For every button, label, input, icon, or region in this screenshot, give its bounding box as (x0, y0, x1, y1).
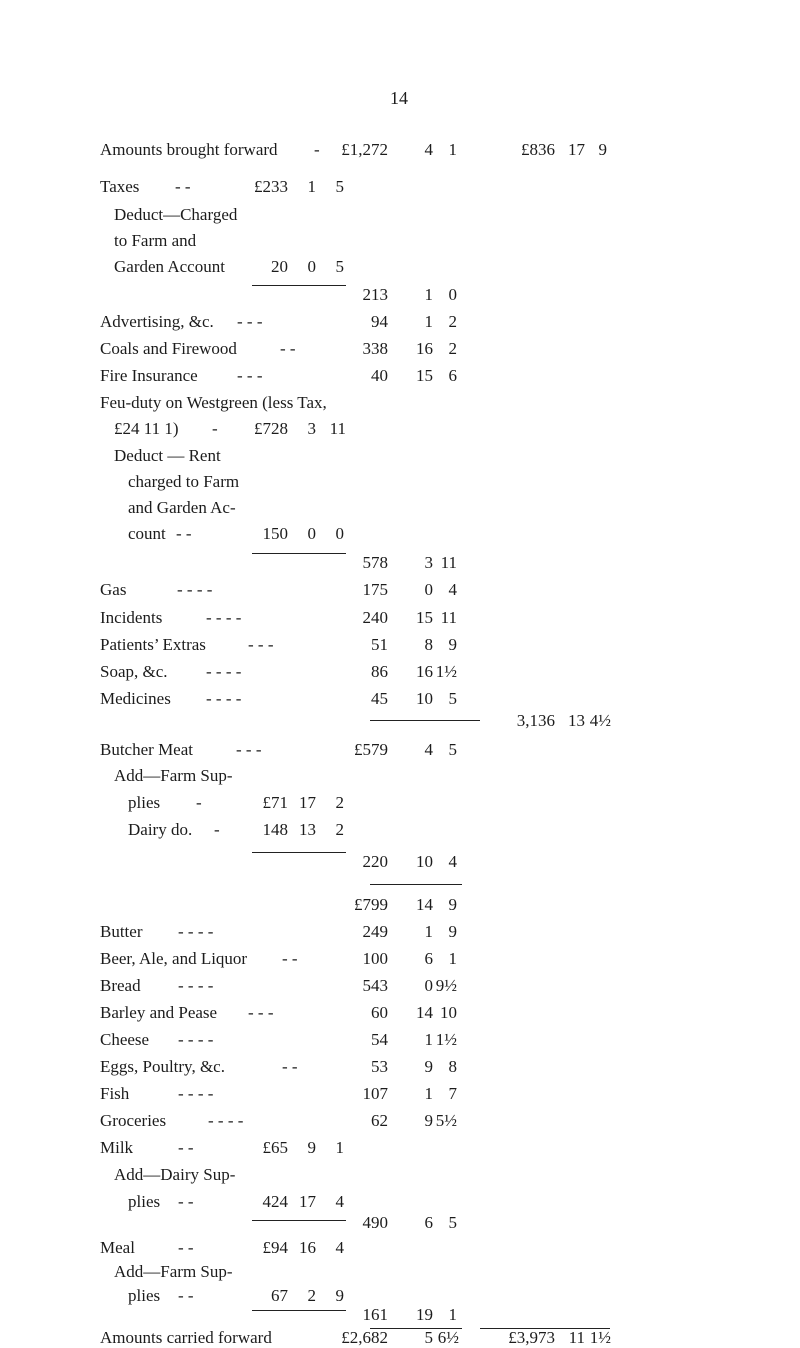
amount-pence: 6 (448, 366, 457, 385)
amount-shillings: 9 (424, 1057, 433, 1076)
amount-pence: 5 (335, 177, 344, 196)
item-label: Butter (100, 922, 143, 941)
amount-shillings: 1 (424, 1030, 433, 1049)
amount-shillings: 17 (568, 140, 585, 159)
amount-shillings: 0 (307, 257, 316, 276)
amount-pounds: £1,272 (341, 140, 388, 159)
deduct-line: and Garden Ac- (128, 498, 236, 517)
amount-pence: 5 (448, 1213, 457, 1232)
amount-pence: 0 (335, 524, 344, 543)
amount-pounds: 220 (362, 852, 388, 871)
amount-pence: 4 (448, 580, 457, 599)
amount-pence: 1 (448, 140, 457, 159)
leader-dashes: - - - - (178, 976, 214, 995)
dairy-label: Dairy do. (128, 820, 193, 839)
amount-pounds: 490 (362, 1213, 388, 1232)
amount-pounds: 20 (271, 257, 288, 276)
amount-shillings: 16 (299, 1238, 316, 1257)
leader-dashes: - - - - (177, 580, 213, 599)
amount-shillings: 15 (416, 366, 433, 385)
amount-pence: 8 (448, 1057, 457, 1076)
amount-shillings: 11 (568, 1328, 585, 1347)
amount-pounds: 175 (362, 580, 388, 599)
item-label: Medicines (100, 689, 171, 708)
amount-shillings: 3 (424, 553, 433, 572)
amount-pounds: 53 (371, 1057, 388, 1076)
amount-shillings: 14 (416, 1003, 433, 1022)
amount-pounds: 94 (371, 312, 388, 331)
amount-pence: 9½ (435, 976, 457, 995)
leader-dashes: - - - (248, 635, 274, 654)
amount-shillings: 1 (424, 285, 433, 304)
amount-pounds: 578 (362, 553, 388, 572)
leader-dashes: - - - (237, 366, 263, 385)
feu-duty-tax-note: £24 11 1) (114, 419, 179, 438)
amount-pence: 2 (335, 793, 344, 812)
item-label: Fish (100, 1084, 130, 1103)
leader-dashes: - - - (248, 1003, 274, 1022)
amount-shillings: 0 (424, 976, 433, 995)
amount-shillings: 16 (416, 339, 433, 358)
item-label: Barley and Pease (100, 1003, 218, 1022)
amount-pounds: 40 (371, 366, 388, 385)
amount-pence: 2 (448, 312, 457, 331)
leader-dashes: - - (175, 177, 191, 196)
amount-pence: 6½ (437, 1328, 459, 1347)
meal-label: Meal (100, 1238, 135, 1257)
amount-shillings: 16 (416, 662, 433, 681)
amount-shillings: 1 (424, 312, 433, 331)
amount-pence: 5 (335, 257, 344, 276)
leader-dashes: - - (178, 1238, 194, 1257)
leader-dashes: - - - (236, 740, 262, 759)
amount-pence: 9 (448, 922, 457, 941)
amount-pence: 7 (448, 1084, 457, 1103)
amount-pence: 1 (448, 1305, 457, 1324)
amount-shillings: 13 (568, 711, 585, 730)
amount-shillings: 17 (299, 793, 316, 812)
leader-dashes: - - (178, 1138, 194, 1157)
amount-pence: 9 (335, 1286, 344, 1305)
amount-pence: 4 (448, 852, 457, 871)
amount-pounds: 249 (362, 922, 388, 941)
amount-pounds: £94 (262, 1238, 288, 1257)
leader-dash: - (196, 793, 202, 812)
amount-shillings: 4 (424, 140, 433, 159)
amount-shillings: 19 (416, 1305, 433, 1324)
item-label: Beer, Ale, and Liquor (100, 949, 248, 968)
amount-pounds: £233 (254, 177, 288, 196)
feu-duty-label: Feu-duty on Westgreen (less Tax, (100, 393, 327, 412)
amount-pence: 2 (448, 339, 457, 358)
leader-dashes: - - (178, 1286, 194, 1305)
leader-dashes: - - - (237, 312, 263, 331)
item-label: Advertising, &c. (100, 312, 214, 331)
amount-shillings: 6 (424, 1213, 433, 1232)
leader-dashes: - - (282, 949, 298, 968)
amount-pence: 1½ (435, 1030, 457, 1049)
amount-pence: 1½ (435, 662, 457, 681)
amount-pence: 0 (448, 285, 457, 304)
amount-pounds: 67 (271, 1286, 288, 1305)
amount-pounds: £2,682 (341, 1328, 388, 1347)
amount-pence: 11 (440, 608, 457, 627)
amount-pounds: £3,973 (508, 1328, 555, 1347)
leader-dashes: - - (280, 339, 296, 358)
amount-pounds: 51 (371, 635, 388, 654)
leader-dashes: - - - - (206, 689, 242, 708)
leader-dashes: - - - - (208, 1111, 244, 1130)
add-line: plies (128, 1286, 161, 1305)
amount-shillings: 0 (307, 524, 316, 543)
amount-shillings: 5 (424, 1328, 433, 1347)
leader-dashes: - - - - (178, 1084, 214, 1103)
amount-pence: 9 (598, 140, 607, 159)
amount-pounds: 107 (362, 1084, 388, 1103)
amount-pounds: 62 (371, 1111, 388, 1130)
amount-shillings: 9 (307, 1138, 316, 1157)
leader-dash: - (214, 820, 220, 839)
amount-pence: 1 (448, 949, 457, 968)
subtotal-rule (370, 720, 470, 721)
deduct-line: count (128, 524, 166, 543)
add-line: Add—Farm Sup- (114, 1262, 233, 1281)
amount-pence: 9 (448, 635, 457, 654)
amount-pounds: £579 (354, 740, 388, 759)
amount-shillings: 3 (307, 419, 316, 438)
amount-pounds: 3,136 (516, 711, 555, 730)
amount-shillings: 8 (424, 635, 433, 654)
amount-pounds: 240 (362, 608, 388, 627)
deduct-line: to Farm and (114, 231, 197, 250)
taxes-label: Taxes (100, 177, 140, 196)
amount-shillings: 10 (416, 689, 433, 708)
page-number: 14 (390, 88, 408, 108)
amount-pence: 10 (440, 1003, 457, 1022)
leader-dashes: - - (176, 524, 192, 543)
amount-pounds: 543 (362, 976, 388, 995)
deduct-line: Deduct — Rent (114, 446, 221, 465)
leader-dash: - (314, 140, 320, 159)
brought-forward-label: Amounts brought forward (100, 140, 278, 159)
amount-shillings: 2 (307, 1286, 316, 1305)
amount-pounds: 60 (371, 1003, 388, 1022)
leader-dashes: - - - - (178, 922, 214, 941)
amount-shillings: 1 (307, 177, 316, 196)
amount-pence: 2 (335, 820, 344, 839)
amount-pence: 5 (448, 740, 457, 759)
amount-pence: 4 (335, 1238, 344, 1257)
amount-pence: 5 (448, 689, 457, 708)
amount-shillings: 4 (424, 740, 433, 759)
amount-pence: 9 (448, 895, 457, 914)
deduct-line: charged to Farm (128, 472, 240, 491)
leader-dashes: - - (178, 1192, 194, 1211)
item-label: Cheese (100, 1030, 150, 1049)
amount-shillings: 17 (299, 1192, 316, 1211)
add-line: Add—Farm Sup- (114, 766, 233, 785)
amount-shillings: 14 (416, 895, 433, 914)
carried-forward-label: Amounts carried forward (100, 1328, 272, 1347)
amount-pounds: £65 (262, 1138, 288, 1157)
item-label: Eggs, Poultry, &c. (100, 1057, 225, 1076)
item-label: Groceries (100, 1111, 167, 1130)
amount-pence: 11 (440, 553, 457, 572)
total-rule (370, 884, 462, 885)
amount-pence: 1 (335, 1138, 344, 1157)
amount-shillings: 15 (416, 608, 433, 627)
amount-pence: 4½ (589, 711, 611, 730)
amount-pounds: 86 (371, 662, 388, 681)
amount-shillings: 1 (424, 922, 433, 941)
amount-pounds: £71 (262, 793, 288, 812)
amount-pounds: 213 (362, 285, 388, 304)
amount-pence: 4 (335, 1192, 344, 1211)
amount-pounds: £799 (354, 895, 388, 914)
amount-pounds: 424 (262, 1192, 288, 1211)
amount-shillings: 6 (424, 949, 433, 968)
item-label: Bread (100, 976, 141, 995)
item-label: Gas (100, 580, 127, 599)
amount-shillings: 9 (424, 1111, 433, 1130)
leader-dashes: - - - - (206, 608, 242, 627)
amount-pounds: £728 (254, 419, 288, 438)
amount-shillings: 13 (299, 820, 316, 839)
item-label: Incidents (100, 608, 163, 627)
leader-dash: - (212, 419, 218, 438)
amount-pounds: 45 (371, 689, 388, 708)
deduct-line: Deduct—Charged (114, 205, 238, 224)
amount-pounds: £836 (521, 140, 555, 159)
amount-pounds: 150 (262, 524, 288, 543)
amount-pence: 5½ (435, 1111, 457, 1130)
amount-pounds: 161 (362, 1305, 388, 1324)
item-label: Patients’ Extras (100, 635, 206, 654)
leader-dashes: - - - - (206, 662, 242, 681)
amount-pounds: 148 (262, 820, 288, 839)
add-line: plies (128, 793, 161, 812)
add-line: Add—Dairy Sup- (114, 1165, 236, 1184)
item-label: Fire Insurance (100, 366, 198, 385)
amount-pounds: 338 (362, 339, 388, 358)
leader-dashes: - - (282, 1057, 298, 1076)
amount-shillings: 0 (424, 580, 433, 599)
amount-shillings: 10 (416, 852, 433, 871)
item-label: Coals and Firewood (100, 339, 237, 358)
amount-pounds: 54 (371, 1030, 388, 1049)
milk-label: Milk (100, 1138, 134, 1157)
leader-dashes: - - - - (178, 1030, 214, 1049)
add-line: plies (128, 1192, 161, 1211)
amount-pence: 1½ (589, 1328, 611, 1347)
item-label: Soap, &c. (100, 662, 168, 681)
amount-shillings: 1 (424, 1084, 433, 1103)
butcher-label: Butcher Meat (100, 740, 193, 759)
amount-pounds: 100 (362, 949, 388, 968)
deduct-line: Garden Account (114, 257, 225, 276)
amount-pence: 11 (329, 419, 346, 438)
